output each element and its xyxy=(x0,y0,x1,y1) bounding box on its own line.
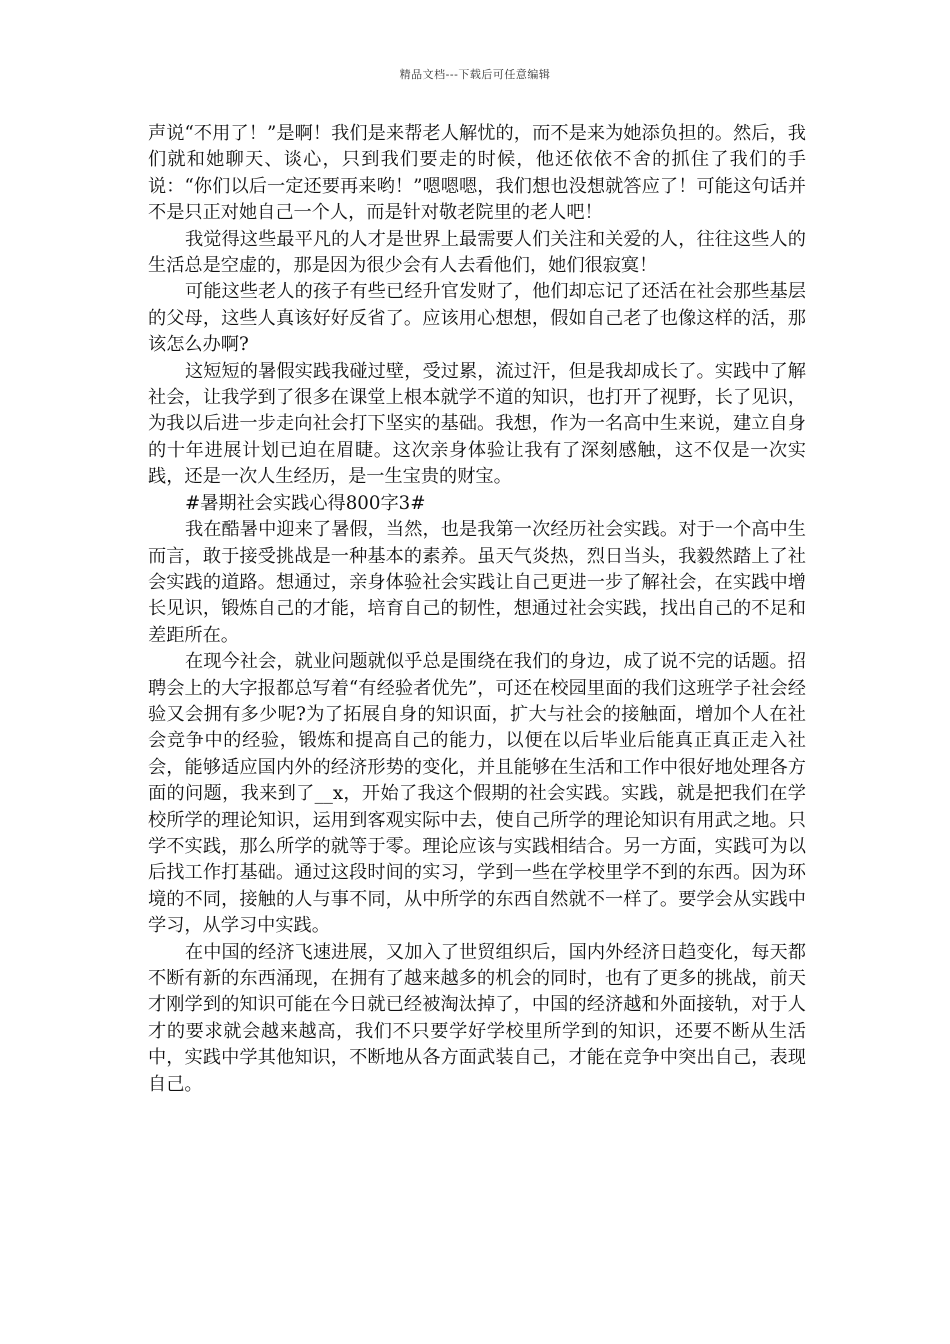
paragraph-7: 在中国的经济飞速进展，又加入了世贸组织后，国内外经济日趋变化，每天都不断有新的东西涌现，在拥有了越来越多的机会的同时，也有了更多的挑战，前天才刚学到的知识可能在今日就已经被淘汰掉了，中国的经济越和外面接轨，对于人才的要求就会越来越高，我们不只要学好学校里所学到的知识，还要不断从生活中，实践中学其他知识，不断地从各方面武装自己，才能在竞争中突出自己，表现自己。 xyxy=(148,941,806,1095)
document-body xyxy=(148,121,806,1098)
paragraph-3: 可能这些老人的孩子有些已经升官发财了，他们却忘记了还活在社会那些基层的父母，这些人真该好好反省了。应该用心想想，假如自己老了也像这样的活，那该怎么办啊? xyxy=(148,281,806,356)
paragraph-4: 这短短的暑假实践我碰过壁，受过累，流过汗，但是我却成长了。实践中了解社会，让我学到了很多在课堂上根本就学不道的知识，也打开了视野，长了见识，为我以后进一步走向社会打下坚实的基础。我想，作为一名高中生来说，建立自身的十年进展计划已迫在眉睫。这次亲身体验让我有了深刻感触，这不仅是一次实践，还是一次人生经历，是一生宝贵的财宝。 xyxy=(148,360,806,488)
page-header: 精品文档---下载后可任意编辑 xyxy=(399,68,551,81)
paragraph-6: 在现今社会，就业问题就似乎总是围绕在我们的身边，成了说不完的话题。招聘会上的大字报都总写着“有经验者优先”，可还在校园里面的我们这班学子社会经验又会拥有多少呢?为了拓展自身的知识面，扩大与社会的接触面，增加个人在社会竞争中的经验，锻炼和提高自己的能力，以便在以后毕业后能真正真正走入社会，能够适应国内外的经济形势的变化，并且能够在生活和工作中很好地处理各方面的问题，我来到了__x，开始了我这个假期的社会实践。实践，就是把我们在学校所学的理论知识，运用到客观实际中去，使自己所学的理论知识有用武之地。只学不实践，那么所学的就等于零。理论应该与实践相结合。另一方面，实践可为以后找工作打基础。通过这段时间的实习，学到一些在学校里学不到的东西。因为环境的不同，接触的人与事不同，从中所学的东西自然就不一样了。要学会从实践中学习，从学习中实践。 xyxy=(148,651,806,937)
paragraph-1: 声说“不用了！”是啊！我们是来帮老人解忧的，而不是来为她添负担的。然后，我们就和她聊天、谈心，只到我们要走的时候，他还依依不舍的抓住了我们的手说：“你们以后一定还要再来哟！”嗯嗯嗯，我们想也没想就答应了！可能这句话并不是只正对她自己一个人，而是针对敬老院里的老人吧！ xyxy=(148,123,806,224)
section-heading: #暑期社会实践心得800字3# xyxy=(185,492,426,514)
paragraph-2: 我觉得这些最平凡的人才是世界上最需要人们关注和关爱的人，往往这些人的生活总是空虚的，那是因为很少会有人去看他们，她们很寂寞！ xyxy=(148,228,806,277)
paragraph-5: 我在酷暑中迎来了暑假，当然，也是我第一次经历社会实践。对于一个高中生而言，敢于接受挑战是一种基本的素养。虽天气炎热，烈日当头，我毅然踏上了社会实践的道路。想通过，亲身体验社会实践让自己更进一步了解社会，在实践中增长见识，锻炼自己的才能，培育自己的韧性，想通过社会实践，找出自己的不足和差距所在。 xyxy=(148,519,806,646)
